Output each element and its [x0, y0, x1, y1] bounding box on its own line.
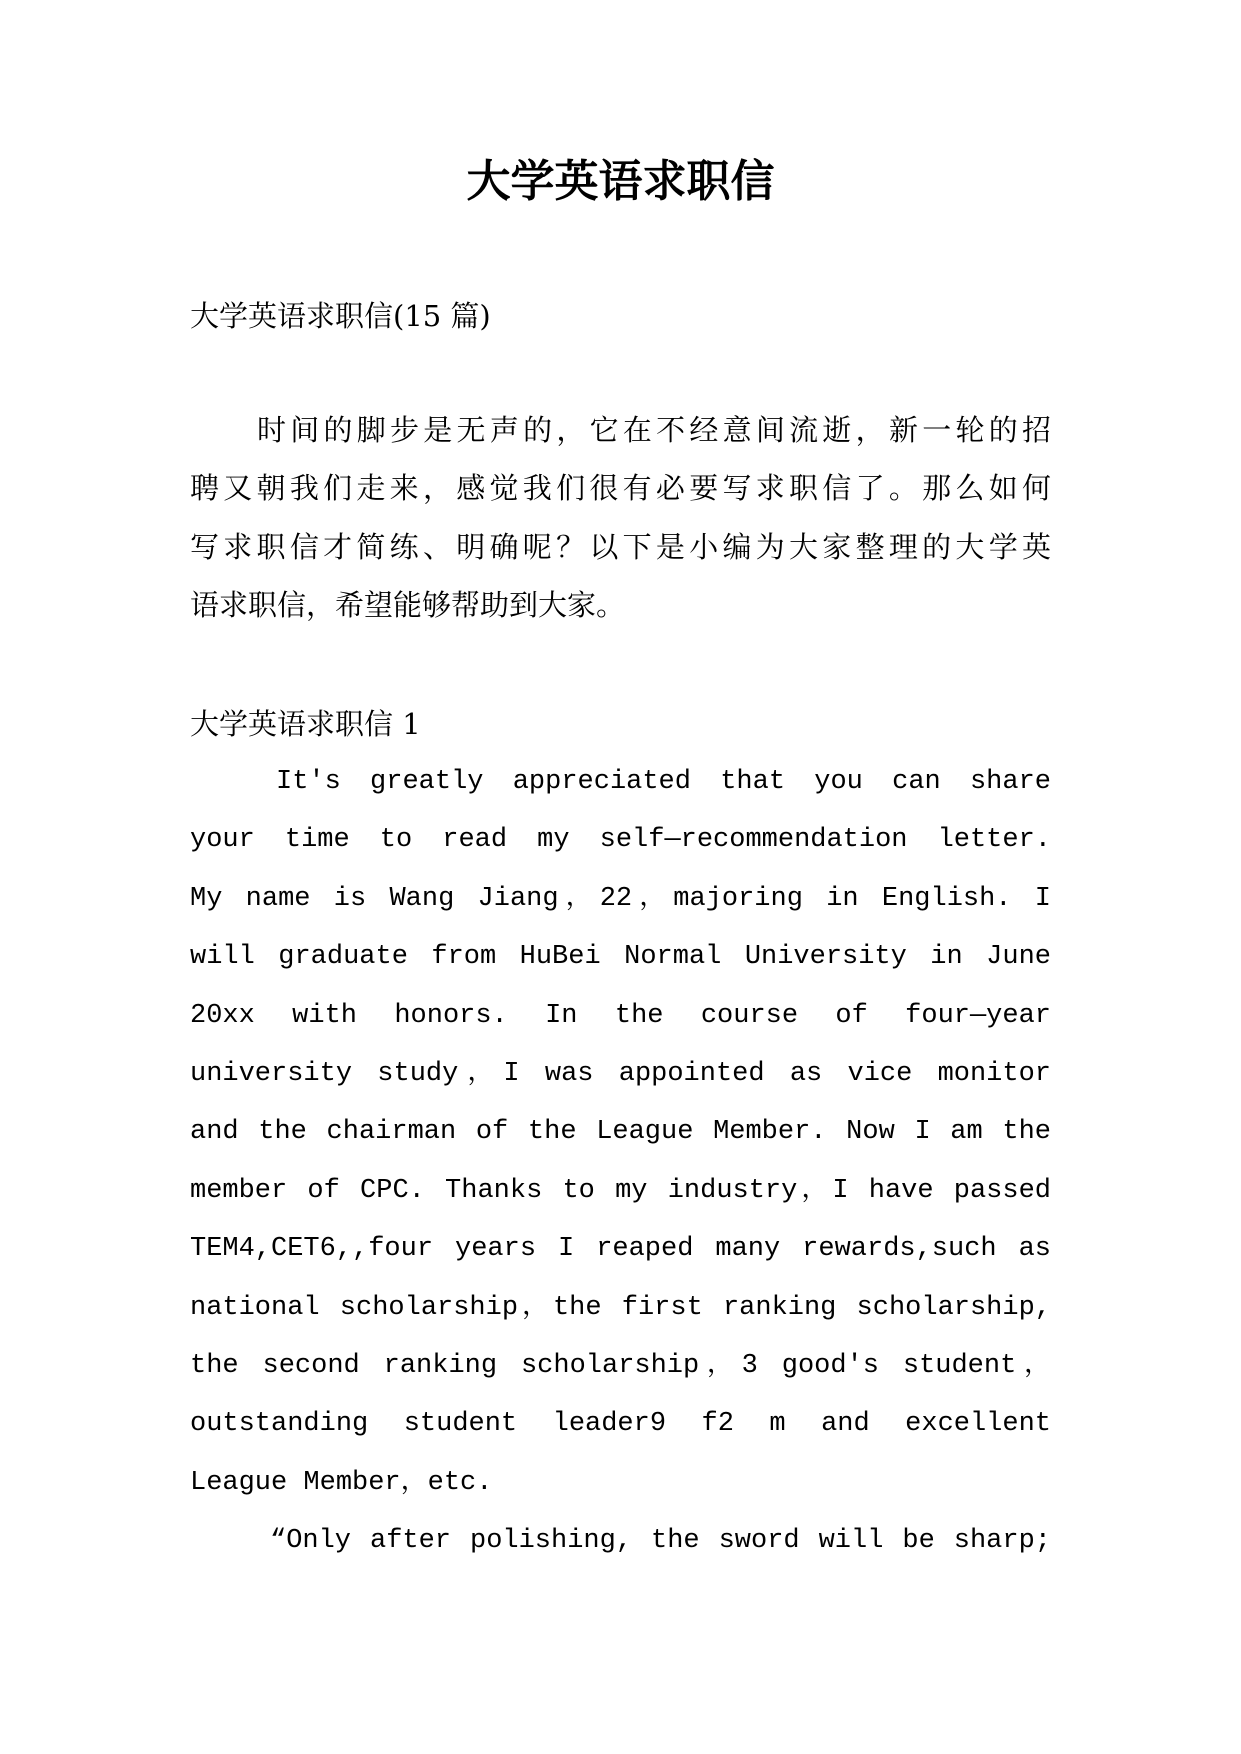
letter-body	[190, 753, 1051, 1570]
paragraph-line: outstanding student leader9 f2 m and excellent	[190, 1409, 1051, 1440]
document-subtitle	[190, 287, 1051, 345]
paragraph-line: TEM4,CET6,,four years I reaped many rewards,such as	[190, 1234, 1051, 1265]
paragraph-line: member of CPC. Thanks to my industry，I have passed	[190, 1175, 1051, 1206]
paragraph-line: national scholarship，the first ranking scholarship,	[190, 1292, 1051, 1323]
paragraph-line: My name is Wang Jiang，22，majoring in English. I	[190, 883, 1051, 914]
paragraph-line: It's greatly appreciated that you can share	[276, 767, 1051, 797]
section-heading-text: 大学英语求职信 1	[190, 707, 421, 741]
paragraph-line: the second ranking scholarship，3 good's student，	[190, 1350, 1051, 1381]
paragraph-line: “Only after polishing, the sword will be sharp;	[270, 1526, 1051, 1557]
paragraph-line: 时间的脚步是无声的，它在不经意间流逝，新一轮的招	[257, 413, 1051, 447]
subtitle-text: 大学英语求职信(15 篇)	[190, 299, 491, 333]
letter-paragraph	[190, 753, 1051, 1512]
paragraph-line: and the chairman of the League Member. Now I am the	[190, 1117, 1051, 1148]
paragraph-line: 聘又朝我们走来，感觉我们很有必要写求职信了。那么如何	[190, 471, 1051, 506]
paragraph-line: 语求职信，希望能够帮助到大家。	[190, 588, 626, 623]
paragraph-line: your time to read my self—recommendation letter.	[190, 825, 1051, 856]
intro-paragraph	[190, 401, 1051, 635]
document-title: 大学英语求职信	[466, 156, 775, 207]
paragraph-line: university study，I was appointed as vice monitor	[190, 1058, 1051, 1089]
paragraph-line: 20xx with honors. In the course of four—year	[190, 1000, 1051, 1031]
paragraph-line: will graduate from HuBei Normal University in June	[190, 942, 1051, 973]
paragraph-line: 写求职信才简练、明确呢？以下是小编为大家整理的大学英	[190, 529, 1051, 564]
section-heading	[190, 695, 1051, 753]
paragraph-line: League Member，etc.	[190, 1467, 493, 1498]
letter-paragraph	[190, 1512, 1051, 1570]
